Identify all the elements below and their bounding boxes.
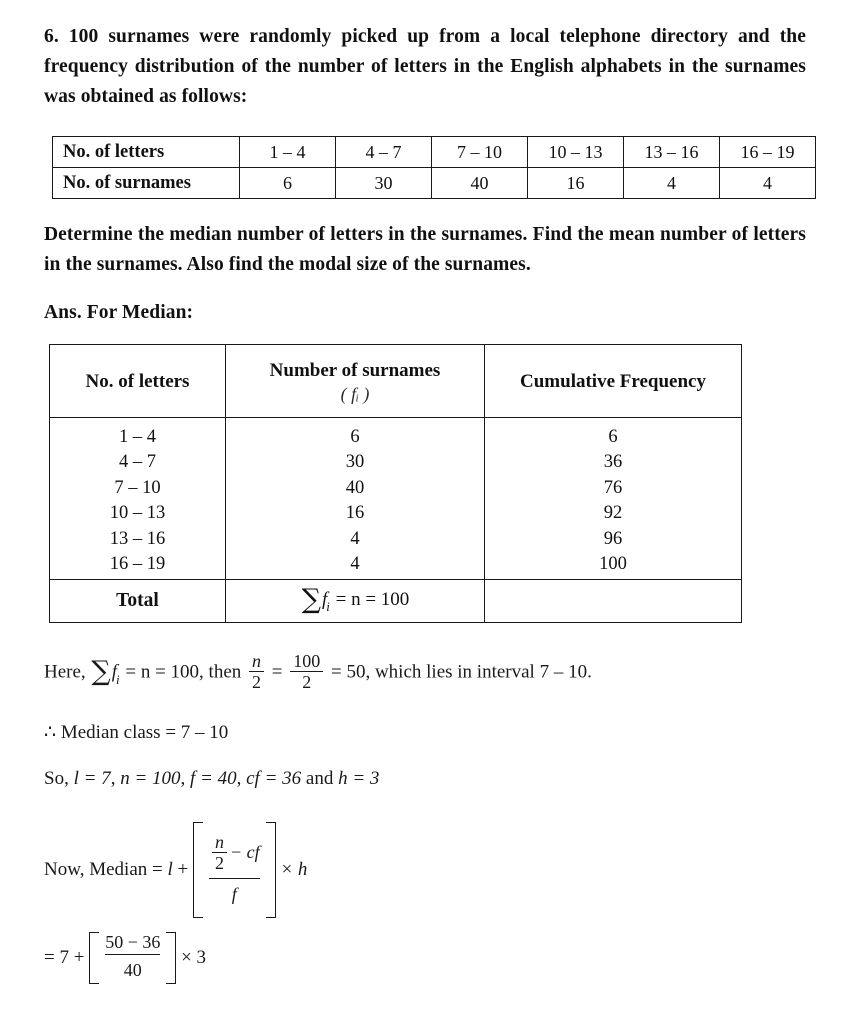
table-total-row	[50, 580, 742, 623]
cumulative-value: 76	[603, 477, 623, 498]
letters-value: 13 – 16	[109, 528, 166, 549]
values-prefix: So,	[44, 768, 69, 789]
formula-l: l	[167, 859, 173, 880]
here-tail: , which lies in interval 7 – 10.	[365, 661, 592, 683]
here-prefix: Here,	[44, 661, 86, 683]
subst-bracket-group	[89, 932, 176, 984]
frequency-value: 16	[345, 503, 365, 523]
subst-times: × 3	[181, 947, 207, 968]
value-cf: cf = 36	[246, 768, 302, 789]
formula-plus: +	[177, 859, 189, 880]
here-then: , then	[199, 661, 242, 683]
formula-times-h: × h	[280, 859, 308, 880]
left-bracket-icon	[193, 822, 203, 918]
numerator: 100	[293, 651, 321, 671]
frequency-column	[226, 418, 485, 580]
value-n: n = 100	[120, 768, 181, 789]
table-row	[53, 168, 816, 199]
median-class-text: Median class = 7 – 10	[60, 722, 229, 743]
equals-sign: =	[271, 661, 283, 683]
cumulative-value: 96	[603, 528, 623, 549]
formula-label: Now, Median =	[44, 859, 163, 880]
sum-equals: = n = 100	[335, 588, 410, 610]
sum-variable: f	[321, 588, 328, 610]
frequency-value: 30	[345, 452, 365, 472]
right-bracket-icon	[266, 822, 276, 918]
values-and: and	[305, 768, 334, 789]
cumulative-value: 92	[603, 503, 623, 523]
given-values-line	[44, 766, 379, 792]
surnames-cell: 40	[432, 168, 528, 199]
sigma-icon: ∑	[91, 656, 111, 688]
letters-column	[50, 418, 226, 580]
denominator: 2	[212, 852, 227, 874]
subst-numerator: 50 − 36	[105, 932, 161, 952]
result-fifty: = 50	[330, 661, 366, 683]
frequency-distribution-table	[52, 136, 816, 199]
surnames-cell: 4	[720, 168, 816, 199]
minus-cf: − cf	[229, 842, 260, 863]
sum-subscript: i	[326, 599, 330, 615]
substituted-formula-line	[44, 932, 206, 984]
subst-equals: =	[44, 947, 55, 968]
letters-value: 1 – 4	[119, 426, 156, 447]
cumulative-value: 6	[608, 426, 618, 447]
median-class-line	[44, 720, 228, 746]
value-l: l = 7	[73, 768, 111, 789]
subst-l: 7	[59, 947, 69, 968]
formula-bracket-group	[193, 822, 276, 918]
value-h: h = 3	[338, 768, 380, 789]
letters-cell: 16 – 19	[720, 137, 816, 168]
frequency-value: 6	[350, 426, 360, 447]
total-cumulative	[485, 580, 742, 623]
header-surnames-text: Number of surnames	[269, 359, 441, 381]
cumulative-frequency-table	[49, 344, 742, 623]
therefore-icon: ∴	[44, 722, 57, 743]
here-equals: = n = 100	[125, 661, 200, 683]
comma-1: ,	[110, 768, 116, 789]
compound-numerator	[209, 833, 260, 878]
subst-plus: +	[73, 947, 85, 968]
row-label-surnames: No. of surnames	[53, 168, 240, 199]
table-header-row	[50, 345, 742, 418]
letters-cell: 7 – 10	[432, 137, 528, 168]
subst-denominator: 40	[105, 954, 160, 983]
surnames-cell: 4	[624, 168, 720, 199]
fraction-n-over-2	[249, 651, 264, 693]
surnames-cell: 30	[336, 168, 432, 199]
instruction-paragraph: Determine the median number of letters in the surnames. Find the mean number of letters in the surnames. Also find the modal size of the surnames.	[44, 224, 806, 275]
surnames-cell: 16	[528, 168, 624, 199]
frequency-value: 4	[350, 554, 360, 574]
frequency-value: 4	[350, 528, 360, 549]
fraction-n-over-2	[212, 832, 227, 874]
here-f: f	[111, 661, 117, 683]
sigma-icon: ∑	[301, 583, 321, 615]
letters-cell: 10 – 13	[528, 137, 624, 168]
header-surnames-symbol: ( fᵢ )	[340, 383, 370, 404]
compound-fraction	[203, 833, 266, 907]
table-body-row	[50, 418, 742, 580]
sum-expression	[301, 583, 410, 615]
header-cumulative: Cumulative Frequency	[485, 345, 742, 418]
median-formula-line	[44, 822, 307, 918]
header-surnames	[226, 345, 485, 418]
surnames-cell: 6	[240, 168, 336, 199]
denominator: 2	[249, 671, 264, 693]
frequency-value: 40	[345, 477, 365, 498]
numerator: n	[214, 832, 224, 852]
here-subscript: i	[115, 672, 120, 688]
total-label: Total	[50, 580, 226, 623]
right-bracket-icon	[166, 932, 176, 984]
cumulative-column	[485, 418, 742, 580]
numerator: n	[252, 651, 262, 671]
compound-denominator: f	[209, 878, 260, 907]
subst-fraction	[99, 933, 166, 983]
letters-value: 16 – 19	[109, 554, 166, 574]
answer-label: Ans. For Median:	[44, 302, 194, 323]
question-paragraph: 6. 100 surnames were randomly picked up from a local telephone directory and the frequency distribution of the number of letters in the English alphabets in the surnames was obtained as follows:	[44, 26, 806, 107]
comma-3: ,	[236, 768, 242, 789]
letters-cell: 4 – 7	[336, 137, 432, 168]
comma-2: ,	[180, 768, 186, 789]
letters-value: 7 – 10	[114, 477, 161, 498]
left-bracket-icon	[89, 932, 99, 984]
table-row	[53, 137, 816, 168]
fraction-100-over-2	[290, 651, 323, 693]
letters-value: 10 – 13	[109, 503, 166, 523]
row-label-letters: No. of letters	[53, 137, 240, 168]
total-sum	[226, 580, 485, 623]
value-f: f = 40	[190, 768, 237, 789]
header-letters: No. of letters	[50, 345, 226, 418]
letters-cell: 13 – 16	[624, 137, 720, 168]
cumulative-value: 36	[603, 452, 623, 472]
letters-cell: 1 – 4	[240, 137, 336, 168]
letters-value: 4 – 7	[119, 452, 156, 472]
here-line	[44, 652, 592, 694]
cumulative-value: 100	[599, 554, 627, 574]
denominator: 2	[290, 671, 323, 693]
